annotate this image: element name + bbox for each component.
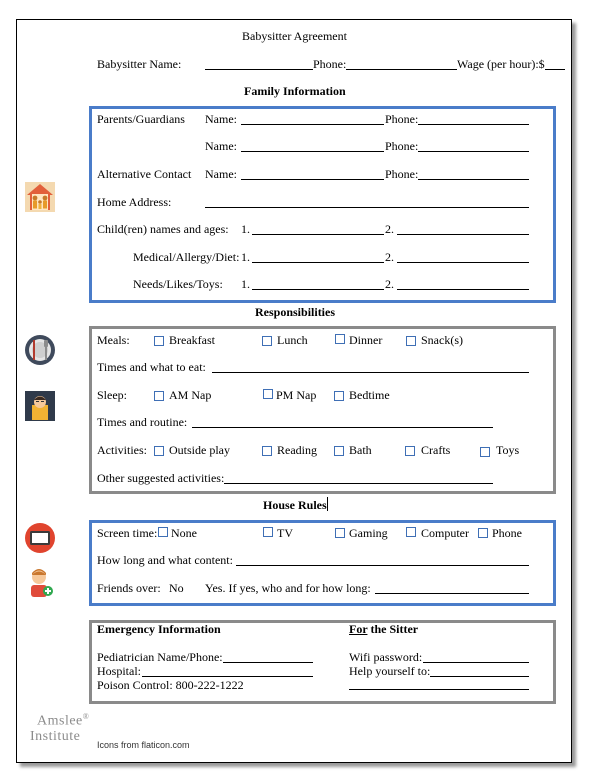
meals-label: Meals: (97, 333, 130, 347)
child1-field[interactable] (252, 234, 384, 235)
outside-play-label: Outside play (169, 443, 230, 457)
help-yourself-field[interactable] (430, 676, 529, 677)
help-yourself-field-2[interactable] (349, 689, 529, 690)
house-rules-heading: House Rules (263, 498, 327, 512)
logo-amslee (37, 710, 89, 729)
meal-times-label: Times and what to eat: (97, 360, 206, 374)
sitter-phone-field[interactable] (346, 69, 457, 70)
wage-label: Wage (per hour):$ (457, 57, 545, 71)
home-address-label: Home Address: (97, 195, 172, 209)
medical1-field[interactable] (252, 262, 384, 263)
responsibilities-heading: Responsibilities (255, 305, 336, 319)
reading-label: Reading (277, 443, 317, 457)
dinner-checkbox[interactable] (335, 334, 345, 344)
add-friend-icon (24, 566, 56, 598)
breakfast-checkbox[interactable] (154, 336, 164, 346)
page-title: Babysitter Agreement (242, 29, 347, 43)
snacks-checkbox[interactable] (406, 336, 416, 346)
crafts-label: Crafts (421, 443, 451, 457)
children-label: Child(ren) names and ages: (97, 222, 229, 236)
needs1-field[interactable] (252, 289, 384, 290)
medical-label: Medical/Allergy/Diet: (133, 250, 240, 264)
medical-num-2: 2. (385, 250, 394, 264)
reading-checkbox[interactable] (262, 446, 272, 456)
help-yourself-label: Help yourself to: (349, 664, 431, 678)
snacks-label: Snack(s) (421, 333, 463, 347)
wifi-field[interactable] (423, 662, 529, 663)
activities-label: Activities: (97, 443, 147, 457)
hospital-label: Hospital: (97, 664, 141, 678)
parent1-phone-field[interactable] (418, 124, 529, 125)
needs2-field[interactable] (397, 289, 529, 290)
sleeping-child-icon (24, 390, 56, 422)
alt-name-field[interactable] (241, 179, 384, 180)
sitter-heading-for: For (349, 622, 368, 636)
toys-checkbox[interactable] (480, 447, 490, 457)
lunch-label: Lunch (277, 333, 308, 347)
friends-over-label: Friends over: (97, 581, 161, 595)
wage-field[interactable] (545, 69, 565, 70)
bath-checkbox[interactable] (334, 446, 344, 456)
toys-label: Toys (496, 443, 520, 457)
phone-checkbox[interactable] (478, 528, 488, 538)
computer-label: Computer (421, 526, 469, 540)
bath-label: Bath (349, 443, 372, 457)
sleep-label: Sleep: (97, 388, 127, 402)
bedtime-checkbox[interactable] (334, 391, 344, 401)
pm-nap-checkbox[interactable] (263, 389, 273, 399)
parent2-name-field[interactable] (241, 151, 384, 152)
lunch-checkbox[interactable] (262, 336, 272, 346)
friends-yes-option[interactable]: Yes. If yes, who and for how long: (205, 581, 371, 595)
medical-num-1: 1. (241, 250, 250, 264)
text-cursor (327, 497, 328, 511)
bedtime-label: Bedtime (349, 388, 390, 402)
parent2-phone-label: Phone: (385, 139, 419, 153)
parent1-name-field[interactable] (241, 124, 384, 125)
utensils-icon (24, 334, 56, 366)
logo-institute: Institute (30, 729, 81, 744)
wifi-label: Wifi password: (349, 650, 423, 664)
parent2-name-label: Name: (205, 139, 237, 153)
needs-num-2: 2. (385, 277, 394, 291)
pediatrician-label: Pediatrician Name/Phone: (97, 650, 223, 664)
how-long-field[interactable] (236, 565, 529, 566)
breakfast-label: Breakfast (169, 333, 215, 347)
alt-phone-field[interactable] (418, 179, 529, 180)
family-heading: Family Information (244, 84, 346, 98)
logo-line1: Amslee (37, 713, 83, 729)
emergency-heading: Emergency Information (97, 622, 221, 636)
gaming-checkbox[interactable] (335, 528, 345, 538)
none-label: None (171, 526, 197, 540)
pediatrician-field[interactable] (223, 662, 313, 663)
poison-control-label: Poison Control: 800-222-1222 (97, 678, 244, 692)
alt-phone-label: Phone: (385, 167, 419, 181)
hospital-field[interactable] (142, 676, 313, 677)
sleep-times-field[interactable] (192, 427, 493, 428)
sitter-name-label: Babysitter Name: (97, 57, 182, 71)
needs-num-1: 1. (241, 277, 250, 291)
tablet-screen-icon (24, 522, 56, 554)
sitter-heading-rest: the Sitter (367, 622, 419, 636)
tv-label: TV (277, 526, 293, 540)
gaming-label: Gaming (349, 526, 388, 540)
outside-play-checkbox[interactable] (154, 446, 164, 456)
sitter-phone-label: Phone: (313, 57, 347, 71)
logo-mark: ® (82, 712, 90, 721)
child-num-1: 1. (241, 222, 250, 236)
meal-times-field[interactable] (212, 372, 529, 373)
child-num-2: 2. (385, 222, 394, 236)
sitter-heading (349, 622, 418, 636)
dinner-label: Dinner (349, 333, 383, 347)
sleep-times-label: Times and routine: (97, 415, 188, 429)
other-activities-field[interactable] (224, 483, 493, 484)
screen-time-label: Screen time: (97, 526, 158, 540)
alt-contact-label: Alternative Contact (97, 167, 192, 181)
sitter-name-field[interactable] (205, 69, 313, 70)
icon-credit: Icons from flaticon.com (97, 740, 190, 750)
am-nap-checkbox[interactable] (154, 391, 164, 401)
crafts-checkbox[interactable] (405, 446, 415, 456)
computer-checkbox[interactable] (406, 527, 416, 537)
parents-label: Parents/Guardians (97, 112, 185, 126)
family-home-icon (24, 181, 56, 213)
how-long-label: How long and what content: (97, 553, 233, 567)
am-nap-label: AM Nap (169, 388, 212, 402)
responsibilities-section (89, 326, 556, 494)
pm-nap-label: PM Nap (276, 388, 317, 402)
parent1-name-label: Name: (205, 112, 237, 126)
parent1-phone-label: Phone: (385, 112, 419, 126)
friends-details-field[interactable] (375, 593, 529, 594)
child2-field[interactable] (397, 234, 529, 235)
tv-checkbox[interactable] (263, 527, 273, 537)
other-activities-label: Other suggested activities: (97, 471, 225, 485)
medical2-field[interactable] (397, 262, 529, 263)
alt-name-label: Name: (205, 167, 237, 181)
friends-no-option[interactable]: No (169, 581, 184, 595)
parent2-phone-field[interactable] (418, 151, 529, 152)
none-checkbox[interactable] (158, 527, 168, 537)
phone-label: Phone (492, 526, 522, 540)
needs-label: Needs/Likes/Toys: (133, 277, 223, 291)
home-address-field[interactable] (205, 207, 529, 208)
